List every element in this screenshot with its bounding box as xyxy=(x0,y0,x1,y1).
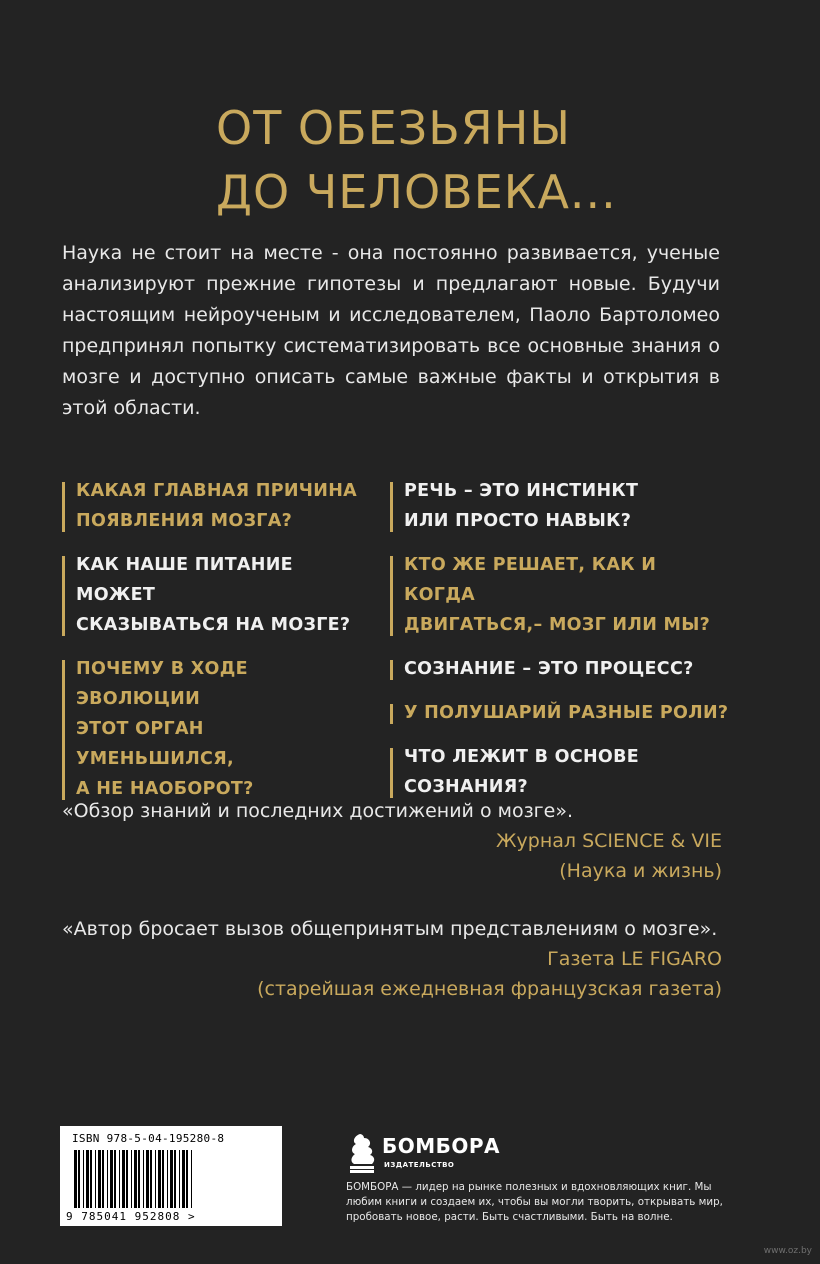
question-line: ЧТО ЛЕЖИТ В ОСНОВЕ СОЗНАНИЯ? xyxy=(404,747,640,797)
question-line: КАК НАШЕ ПИТАНИЕ МОЖЕТ xyxy=(76,555,293,605)
accent-bar xyxy=(62,660,65,800)
question-line: У ПОЛУШАРИЙ РАЗНЫЕ РОЛИ? xyxy=(404,703,729,723)
publisher-name: БОМБОРА xyxy=(382,1134,501,1158)
question-item xyxy=(390,550,730,640)
questions-left-column xyxy=(62,476,362,818)
question-item xyxy=(62,550,362,640)
publisher-logo xyxy=(346,1130,506,1175)
accent-bar xyxy=(390,660,393,680)
question-line: А НЕ НАОБОРОТ? xyxy=(76,779,254,799)
question-item xyxy=(390,654,730,684)
question-item xyxy=(62,654,362,804)
quote-source: Журнал SCIENCE & VIE xyxy=(496,830,722,852)
publisher-sub: ИЗДАТЕЛЬСТВО xyxy=(384,1161,455,1169)
cover-title xyxy=(216,96,776,224)
question-line: КТО ЖЕ РЕШАЕТ, КАК И КОГДА xyxy=(404,555,657,605)
watermark: www.oz.by xyxy=(763,1246,812,1256)
quote-text: «Автор бросает вызов общепринятым представлениям о мозге». xyxy=(62,918,718,940)
question-line: СКАЗЫВАТЬСЯ НА МОЗГЕ? xyxy=(76,615,351,635)
question-item xyxy=(390,742,730,802)
question-line: ПОЧЕМУ В ХОДЕ ЭВОЛЮЦИИ xyxy=(76,659,248,709)
accent-bar xyxy=(390,748,393,798)
question-line: ПОЯВЛЕНИЯ МОЗГА? xyxy=(76,511,293,531)
quote-source-note: (старейшая ежедневная французская газета) xyxy=(257,978,722,1000)
question-line: КАКАЯ ГЛАВНАЯ ПРИЧИНА xyxy=(76,481,357,501)
title-line-1: ОТ ОБЕЗЬЯНЫ xyxy=(216,101,571,155)
review-quote-1 xyxy=(62,796,722,886)
question-line: ДВИГАТЬСЯ,– МОЗГ ИЛИ МЫ? xyxy=(404,615,711,635)
question-item xyxy=(390,476,730,536)
question-line: ЭТОТ ОРГАН УМЕНЬШИЛСЯ, xyxy=(76,719,234,769)
quote-text: «Обзор знаний и последних достижений о мозге». xyxy=(62,800,574,822)
publisher-description: БОМБОРА — лидер на рынке полезных и вдохновляющих книг. Мы любим книги и создаем их, чтобы вы могли творить, открывать мир, пробовать новое, расти. Быть счастливыми. Быть на волне. xyxy=(346,1181,723,1223)
isbn-text: ISBN 978-5-04-195280-8 xyxy=(72,1132,225,1145)
accent-bar xyxy=(390,704,393,724)
accent-bar xyxy=(390,482,393,532)
question-line: ИЛИ ПРОСТО НАВЫК? xyxy=(404,511,632,531)
intro-paragraph: Наука не стоит на месте - она постоянно развивается, ученые анализируют прежние гипотезы и предлагают новые. Будучи настоящим нейроученым и исследователем, Паоло Бартоломео предпринял попытку систематизировать все основные знания о мозге и доступно описать самые важные факты и открытия в этой области. xyxy=(62,242,720,419)
bombora-wave-icon xyxy=(346,1130,380,1174)
quote-source: Газета LE FIGARO xyxy=(547,948,722,970)
accent-bar xyxy=(62,556,65,636)
question-line: РЕЧЬ – ЭТО ИНСТИНКТ xyxy=(404,481,639,501)
question-item xyxy=(62,476,362,536)
question-item xyxy=(390,698,730,728)
question-line: СОЗНАНИЕ – ЭТО ПРОЦЕСС? xyxy=(404,659,694,679)
review-quote-2 xyxy=(62,914,722,1004)
isbn-barcode xyxy=(60,1126,282,1226)
accent-bar xyxy=(62,482,65,532)
title-line-2: ДО ЧЕЛОВЕКА... xyxy=(216,165,617,219)
questions-right-column xyxy=(390,476,730,816)
quote-source-note: (Наука и жизнь) xyxy=(559,860,722,882)
barcode-digits: 9 785041 952808 > xyxy=(66,1210,196,1223)
accent-bar xyxy=(390,556,393,636)
